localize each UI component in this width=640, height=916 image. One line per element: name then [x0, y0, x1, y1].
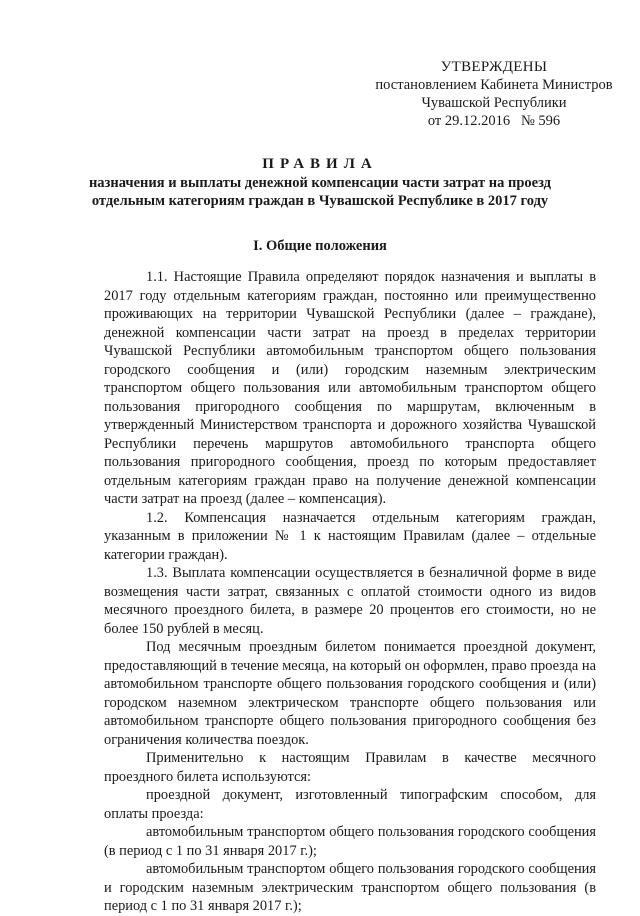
document-body: [104, 268, 596, 916]
paragraph-1-2: 1.2. Компенсация назначается отдельным категориям граждан, указанным в приложении № 1 к настоящим Правилам (далее – отдельные категории граждан).: [104, 509, 596, 563]
section-heading: I. Общие положения: [253, 238, 387, 254]
approval-line-1: постановлением Кабинета Министров: [375, 77, 613, 93]
title-subtitle-line-1: назначения и выплаты денежной компенсации части затрат на проезд: [88, 175, 552, 191]
paragraph-urban-auto: автомобильным транспортом общего пользования городского сообщения (в период с 1 по 31 января 2017 г.);: [104, 824, 596, 859]
approval-block: [364, 58, 624, 130]
paragraph-printed-ticket: проездной документ, изготовленный типографским способом, для оплаты проезда:: [104, 787, 596, 822]
title-subtitle-line-2: отдельным категориям граждан в Чувашской Республике в 2017 году: [91, 193, 549, 209]
paragraph-urban-auto-electric: автомобильным транспортом общего пользования городского сообщения и городским наземным электрическим транспортом общего пользования (в период с 1 по 31 января 2017 г.);: [104, 861, 596, 914]
paragraph-ticket-types-intro: Применительно к настоящим Правилам в качестве месячного проездного билета используются:: [104, 750, 596, 785]
paragraph-1-3: 1.3. Выплата компенсации осуществляется в безналичной форме в виде возмещения части затрат, связанных с оплатой стоимости одного из видов месячного проездного билета, в размере 20 процентов его стоимости, но не более 150 рублей в месяц.: [104, 565, 596, 637]
approval-heading: УТВЕРЖДЕНЫ: [440, 59, 548, 75]
paragraph-ticket-definition: Под месячным проездным билетом понимается проездной документ, предоставляющий в течение месяца, на который он оформлен, право проезда на автомобильном транспорте общего пользования городского сообщения и (или) городском наземном электрическом транспорте общего пользования или автомобильном транспорте общего пользования пригородного сообщения без ограничения количества поездок.: [104, 639, 596, 748]
document-title: [0, 154, 640, 210]
approval-line-2: Чувашской Республики: [421, 95, 567, 111]
paragraph-1-1: 1.1. Настоящие Правила определяют порядок назначения и выплаты в 2017 году отдельным категориям граждан, постоянно или преимущественно проживающих на территории Чувашской Республики (далее – граждане), денежной компенсации части затрат на проезд в пределах территории Чувашской Республики автомобильным транспортом общего пользования городского сообщения и (или) городским наземным электрическим транспортом общего пользования или автомобильным транспортом общего пользования пригородного сообщения по маршрутам, включенным в утвержденный Министерством транспорта и дорожного хозяйства Чувашской Республики перечень маршрутов автомобильного транспорта общего пользования пригородного сообщения, проезд по которым предоставляет отдельным категориям граждан право на получение денежной компенсации части затрат на проезд (далее – компенсация).: [104, 269, 596, 507]
approval-line-3: от 29.12.2016 № 596: [427, 113, 561, 129]
title-main: ПРАВИЛА: [262, 156, 378, 172]
